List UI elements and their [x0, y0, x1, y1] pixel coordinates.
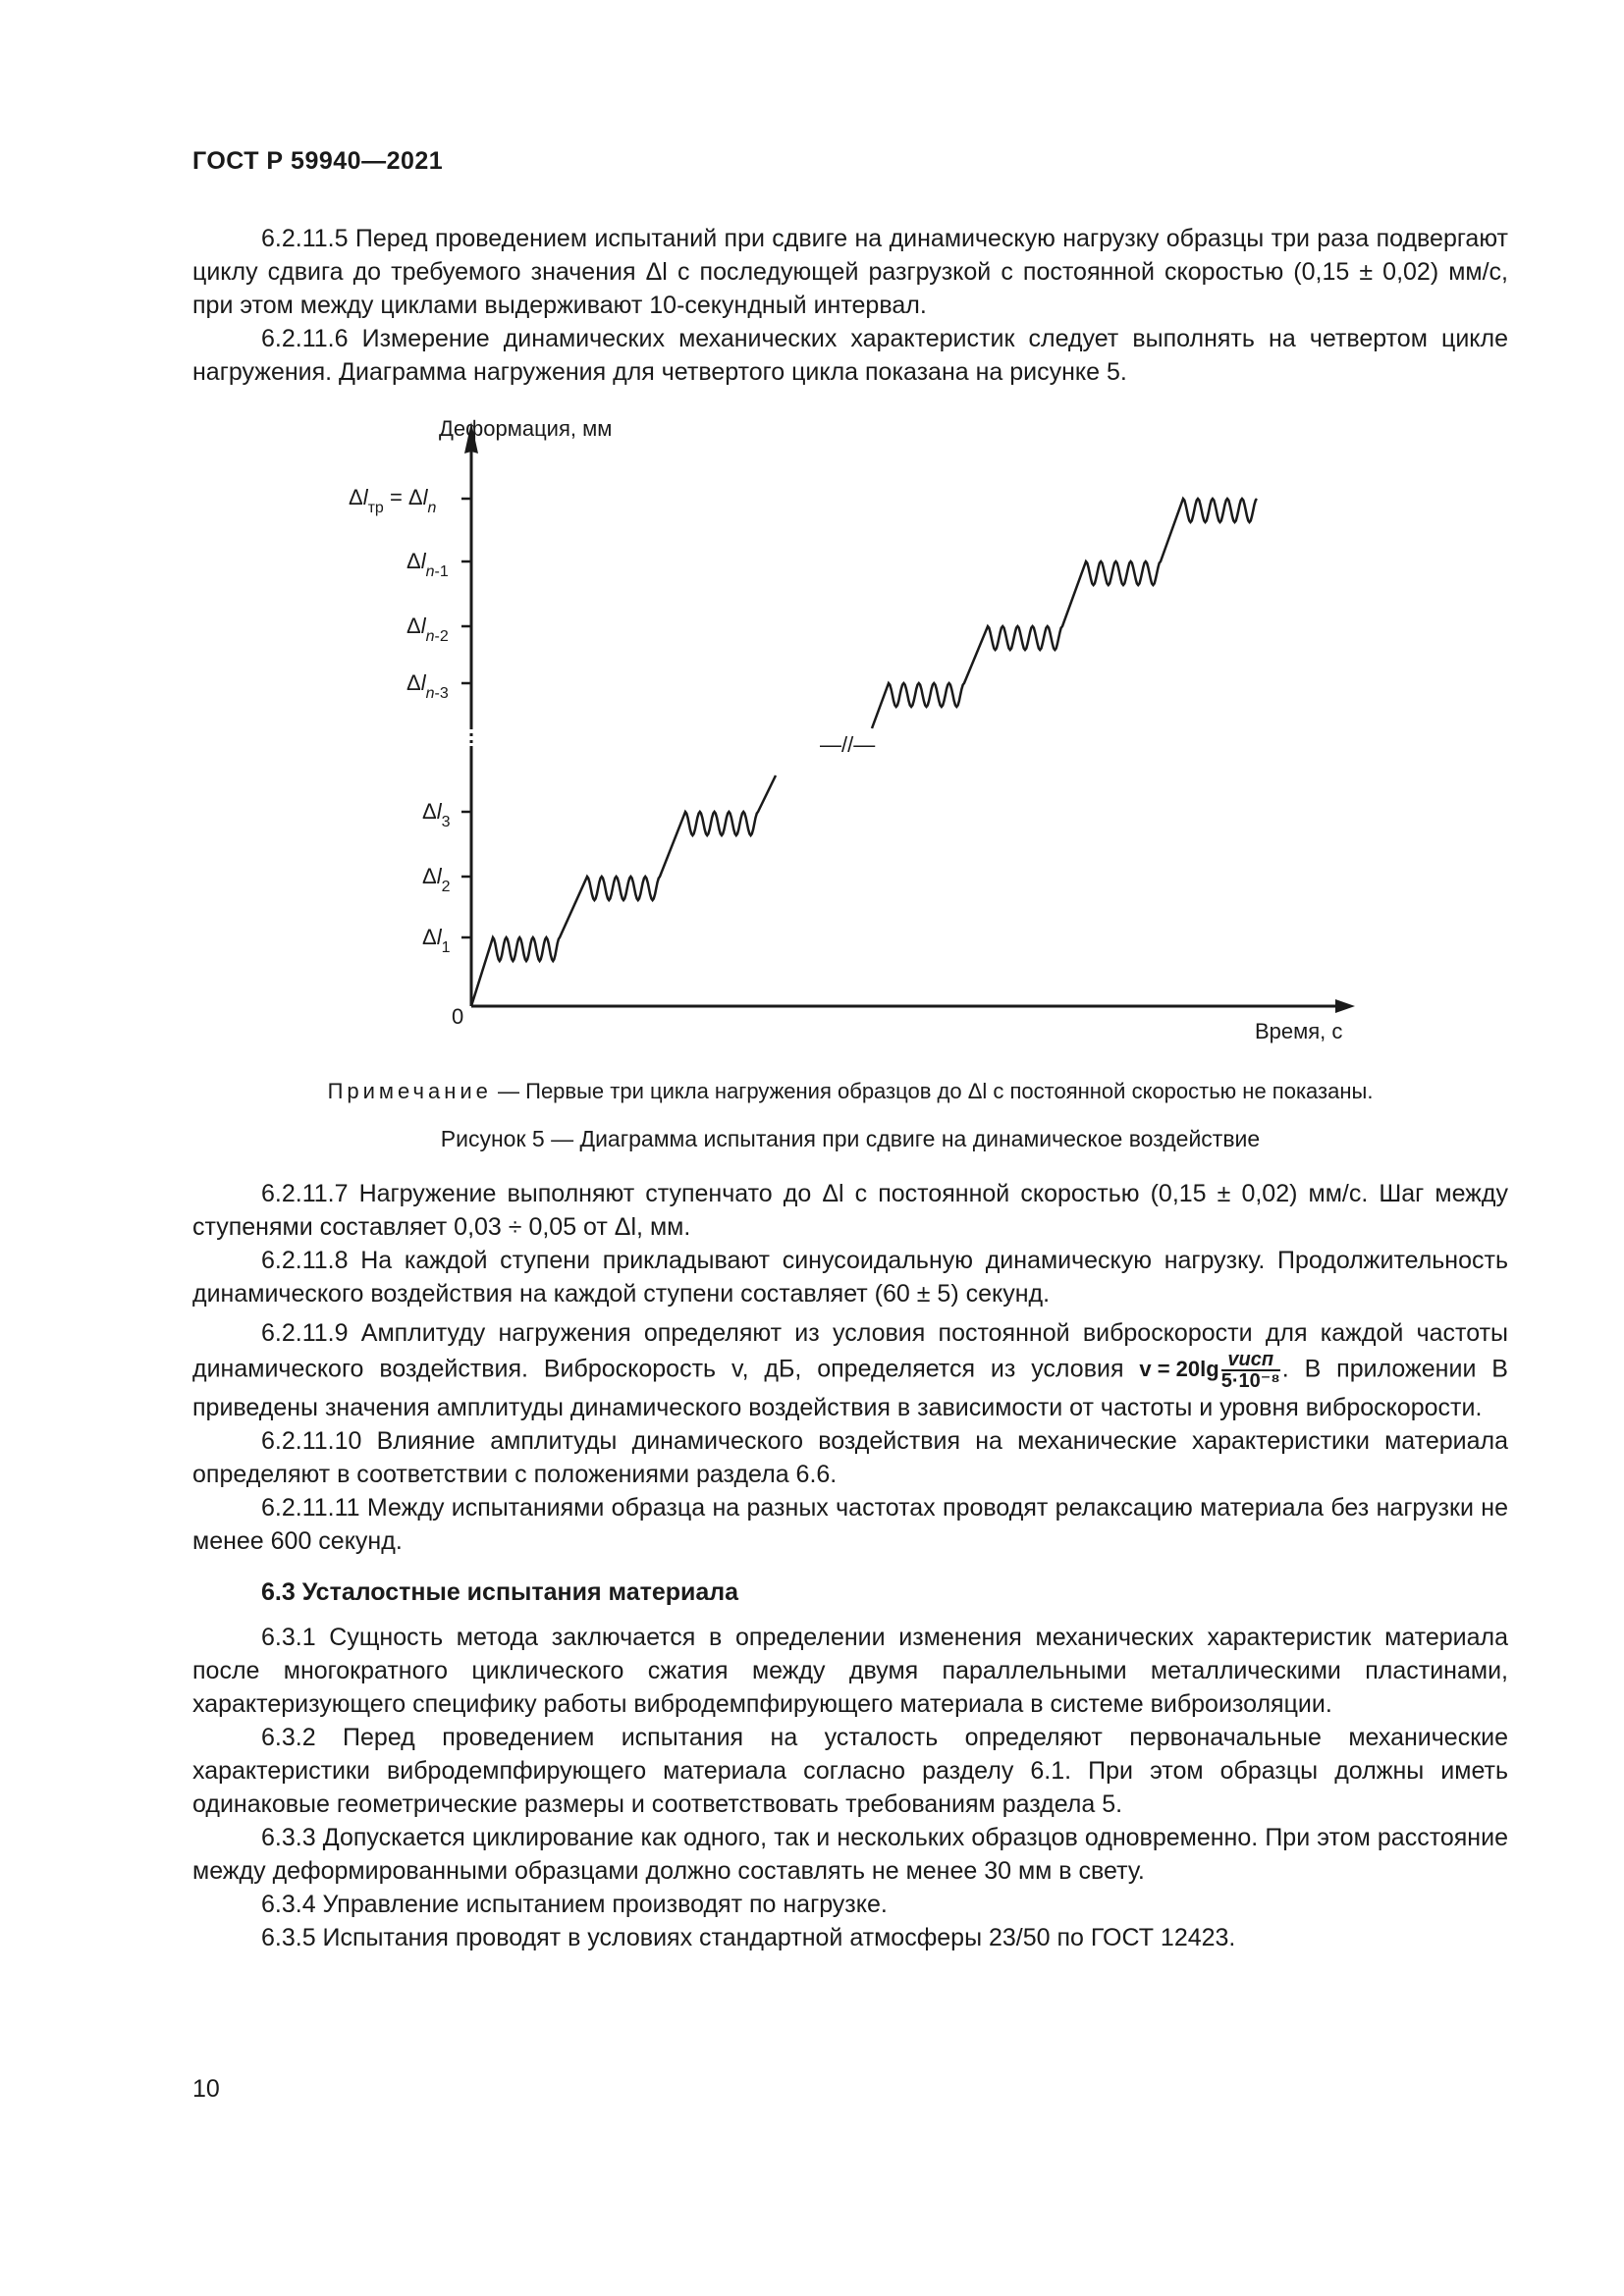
paragraph-6-3-3: 6.3.3 Допускается циклирование как одного, так и нескольких образцов одновременно. При этом расстояние между деформированными образцами должно составлять не менее 30 мм в свету.	[192, 1824, 1508, 1885]
paragraph-6-3-5: 6.3.5 Испытания проводят в условиях стандартной атмосферы 23/50 по ГОСТ 12423.	[261, 1924, 1236, 1951]
tick-label-n-3: $\Delta l_n-3$	[406, 670, 449, 702]
y-axis-label: Деформация, мм	[439, 416, 613, 441]
loading-diagram-figure	[324, 412, 1365, 1050]
paragraph-6-2-11-9-start: 6.2.11.9 Амплитуду нагружения определяют из условия постоянной виброскорости для каждой частоты динамического воздействия. Виброскорость v, дБ, определяется из условия	[192, 1319, 1508, 1383]
note-label: Примечание	[327, 1079, 492, 1103]
paragraph-6-3-1: 6.3.1 Сущность метода заключается в определении изменения механических характеристик материала после многократного циклического сжатия между двумя параллельными металлическими пластинами, характеризующего специфику работы вибродемпфирующего материала в системе виброизоляции.	[192, 1624, 1508, 1718]
x-axis-label: Время, с	[1255, 1019, 1343, 1043]
text-block-middle	[192, 1177, 1508, 1954]
paragraph-6-2-11-7: 6.2.11.7 Нагружение выполняют ступенчато до Δl с постоянной скоростью (0,15 ± 0,02) мм/с. Шаг между ступенями составляет 0,03 ÷ 0,05 от Δl, мм.	[192, 1180, 1508, 1241]
tick-label-n: $\Delta l_{тр} = \Delta l_n$	[349, 485, 437, 516]
paragraph-6-2-11-11: 6.2.11.11 Между испытаниями образца на разных частотах проводят релаксацию материала без нагрузки не менее 600 секунд.	[192, 1494, 1508, 1555]
paragraph-6-2-11-6: 6.2.11.6 Измерение динамических механических характеристик следует выполнять на четвертом цикле нагружения. Диаграмма нагружения для четвертого цикла показана на рисунке 5.	[192, 325, 1508, 386]
paragraph-6-2-11-5: 6.2.11.5 Перед проведением испытаний при сдвиге на динамическую нагрузку образцы три раза подвергают циклу сдвига до требуемого значения Δl с последующей разгрузкой с постоянной скоростью (0,15 ± 0,02) мм/с, при этом между циклами выдерживают 10-секундный интервал.	[192, 225, 1508, 319]
figure-note	[192, 1079, 1508, 1104]
origin-label: 0	[452, 1004, 464, 1029]
tick-label-2: $\Delta l_2$	[422, 864, 451, 895]
paragraph-6-2-11-9-end: . В приложении В приведены значения амплитуды динамического воздействия в зависимости от частоты и уровня виброскорости.	[192, 1355, 1508, 1421]
formula-denominator: 5·10⁻⁸	[1220, 1370, 1280, 1392]
vibration-velocity-formula	[1139, 1350, 1281, 1391]
paragraph-6-3-2: 6.3.2 Перед проведением испытания на усталость определяют первоначальные механические характеристики вибродемпфирующего материала согласно разделу 6.1. При этом образцы должны иметь одинаковые геометрические размеры и соответствовать требованиям раздела 5.	[192, 1724, 1508, 1818]
figure-caption: Рисунок 5 — Диаграмма испытания при сдвиге на динамическое воздействие	[440, 1126, 1261, 1151]
formula-lhs: v = 20lg	[1139, 1356, 1219, 1381]
loading-curve-continued	[872, 499, 1257, 728]
break-marker: —//—	[820, 732, 876, 757]
document-header: ГОСТ Р 59940—2021	[192, 147, 444, 175]
formula-fraction	[1221, 1350, 1280, 1391]
loading-curve	[471, 775, 776, 1006]
tick-label-n-1: $\Delta l_n-1$	[406, 549, 449, 580]
page-number: 10	[192, 2075, 220, 2103]
formula-numerator: vисп	[1221, 1350, 1280, 1371]
section-title-6-3: 6.3 Усталостные испытания материала	[261, 1578, 739, 1606]
tick-label-3: $\Delta l_3$	[422, 799, 451, 830]
tick-label-n-2: $\Delta l_n-2$	[406, 614, 449, 645]
y-tick-labels	[349, 485, 451, 956]
note-text: — Первые три цикла нагружения образцов до Δl с постоянной скоростью не показаны.	[491, 1079, 1374, 1103]
paragraph-6-2-11-9	[192, 1316, 1508, 1424]
x-axis-arrow	[1335, 999, 1355, 1013]
paragraph-6-3-4: 6.3.4 Управление испытанием производят по нагрузке.	[261, 1891, 888, 1918]
paragraph-6-2-11-10: 6.2.11.10 Влияние амплитуды динамического воздействия на механические характеристики материала определяют в соответствии с положениями раздела 6.6.	[192, 1427, 1508, 1488]
paragraph-6-2-11-8: 6.2.11.8 На каждой ступени прикладывают синусоидальную динамическую нагрузку. Продолжительность динамического воздействия на каждой ступени составляет (60 ± 5) секунд.	[192, 1247, 1508, 1308]
loading-diagram-chart	[324, 412, 1365, 1050]
tick-label-1: $\Delta l_1$	[422, 925, 451, 956]
text-block-top	[192, 222, 1508, 389]
